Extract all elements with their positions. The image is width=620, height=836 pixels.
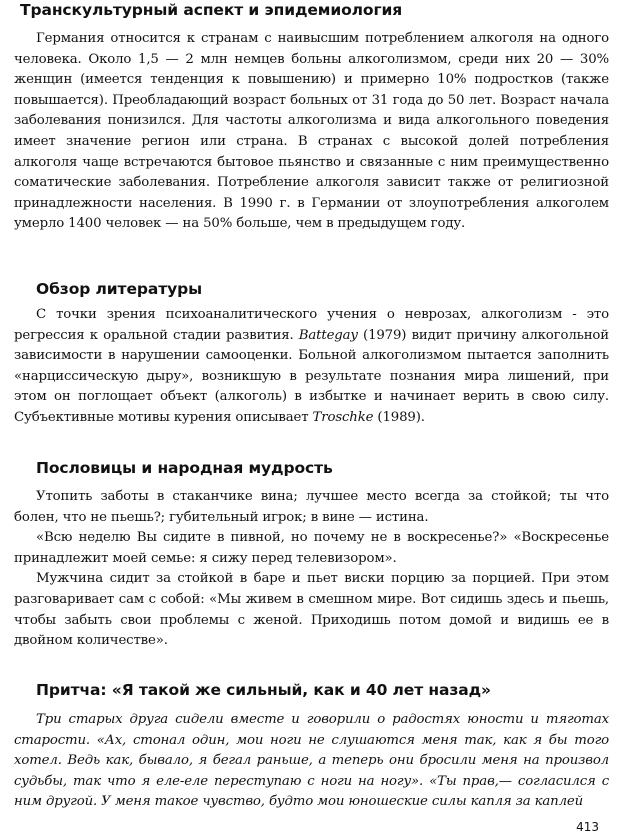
paragraph: «Всю неделю Вы сидите в пивной, но почему не в воскресенье?» «Воскресенье принадлежит моей семье: я сижу перед телевизором». (14, 530, 609, 566)
page-number: 413 (576, 820, 599, 834)
section-heading-epidemiology: Транскультурный аспект и эпидемиология (20, 1, 403, 19)
section-heading-literature-review: Обзор литературы (36, 280, 203, 298)
book-page (14, 0, 609, 836)
section-body-proverbs (14, 487, 609, 652)
paragraph: Три старых друга сидели вместе и говорили о радостях юности и тяготах старости. «Ах, стонал один, мои ноги не слушаются меня так, как я бы того хотел. Ведь как, бывало, я бегал раньше, а теперь они бросили меня на произвол судьбы, так что я еле-еле переступаю с ноги на ногу». «Ты прав,— согласился с ним другой. У меня такое чувство, будто мои юношеские силы капля за каплей (14, 712, 609, 810)
paragraph (14, 305, 609, 429)
section-body-literature-review (14, 305, 609, 429)
paragraph-text: С точки зрения психоаналитического учения о неврозах, алкоголизм - это регрессия к оральной стадии развития. (14, 307, 609, 343)
paragraph-text: (1979) видит причину алкогольной зависимости в нарушении самооценки. Больной алкоголизмом пытается заполнить «нарциссическую дыру», возникшую в результате познания мира лишений, при этом он поглощает объект (алкоголь) в избытке и начинает верить в свою силу. Субъективные мотивы курения описывает (14, 327, 609, 425)
section-heading-proverbs: Пословицы и народная мудрость (36, 459, 333, 477)
section-heading-parable: Притча: «Я такой же сильный, как и 40 лет назад» (36, 681, 491, 699)
paragraph-text: (1989). (373, 409, 425, 425)
paragraph: Мужчина сидит за стойкой в баре и пьет виски порцию за порцией. При этом разговаривает сам с собой: «Мы живем в смешном мире. Вот сидишь здесь и пьешь, чтобы забыть свои проблемы с женой. Приходишь потом домой и видишь ее в двойном количестве». (14, 571, 609, 649)
paragraph: Утопить заботы в стаканчике вина; лучшее место всегда за стойкой; ты что болен, что не пьешь?; губительный игрок; в вине — истина. (14, 489, 609, 525)
author-citation: Troschke (312, 409, 374, 425)
section-body-parable (14, 710, 609, 813)
section-body-epidemiology (14, 29, 609, 235)
author-citation: Battegay (298, 327, 358, 343)
paragraph: Германия относится к странам с наивысшим потреблением алкоголя на одного человека. Около 1,5 — 2 млн немцев больны алкоголизмом, среди них 20 — 30% женщин (имеется тенденция к повышению) и примерно 10% подростков (также повышается). Преобладающий возраст больных от 31 года до 50 лет. Возраст начала заболевания понизился. Для частоты алкоголизма и вида алкогольного поведения имеет значение регион или страна. В странах с высокой долей потребления алкоголя чаще встречаются бытовое пьянство и связанные с ним преимущественно соматические заболевания. Потребление алкоголя зависит также от религиозной принадлежности населения. В 1990 г. в Германии от злоупотребления алкоголем умерло 1400 человек — на 50% больше, чем в предыдущем году. (14, 31, 609, 232)
